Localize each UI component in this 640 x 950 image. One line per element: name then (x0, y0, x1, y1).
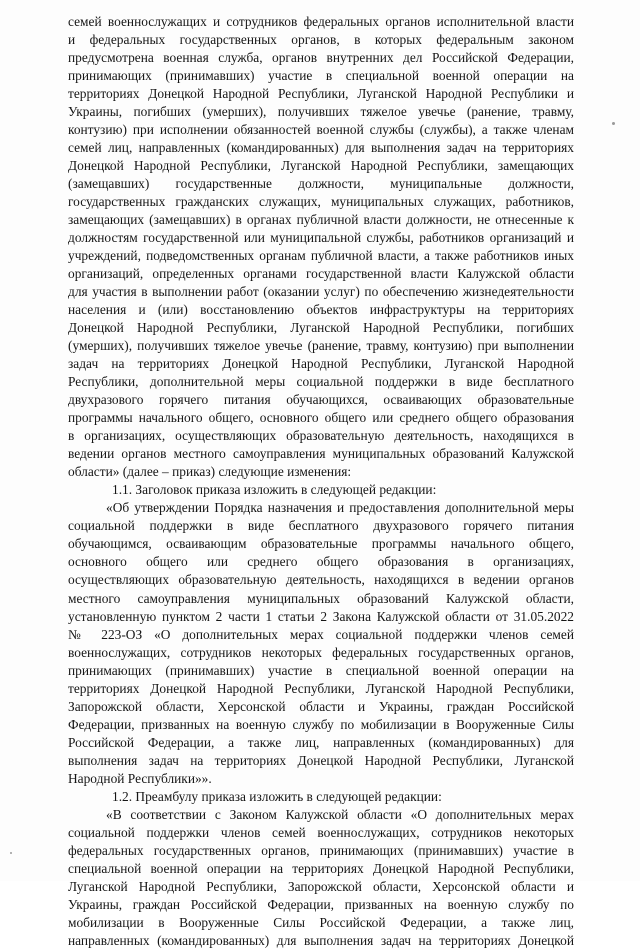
text-line: Донецкой Народной Республики, Луганской Народной Республики, погибших (68, 320, 574, 336)
text-line: населения и (или) восстановлению объектов инфраструктуры на территориях (68, 302, 574, 318)
text-line: области» (далее – приказ) следующие изменения: (68, 464, 352, 480)
scan-speck (10, 852, 12, 854)
text-line: контузию) при исполнении обязанностей военной службы (службы), а также членам (68, 122, 574, 138)
text-line: задач на территориях Донецкой Народной Республики, Луганской Народной (68, 356, 574, 372)
text-line: принимающих (принимавших) участие в специальной военной операции на (68, 662, 574, 678)
text-line: в организациях, осуществляющих образовательную деятельность, находящихся в (68, 428, 574, 444)
text-line: Народной Республики»». (68, 770, 212, 786)
text-line: ведении органов местного самоуправления муниципальных образований Калужской (68, 446, 574, 462)
text-line: принимающих (принимавших) участие в специальной военной операции на (68, 68, 574, 84)
text-line: семей военнослужащих и сотрудников федеральных органов исполнительной власти (68, 14, 574, 29)
text-line: территориях Донецкой Народной Республики, Луганской Народной Республики, (68, 680, 574, 696)
text-line: Украины, граждан Российской Федерации, призванных на военную службу по (68, 896, 574, 912)
text-line: обучающимся, осваивающим образовательные программы начального общего, (68, 536, 574, 552)
text-line: 1.2. Преамбулу приказа изложить в следующей редакции: (112, 788, 442, 804)
text-line: Республики, дополнительной меры социальной поддержки в виде бесплатного (68, 374, 574, 390)
text-line: социальной поддержки в виде бесплатного двухразового горячего питания (68, 518, 574, 534)
text-line: замещающих (замещавших) в органах публичной власти должности, не отнесенные к (68, 212, 574, 228)
text-line: направленных (командированных) для выполнения задач на территориях Донецкой (68, 932, 574, 948)
text-line: военнослужащих, сотрудников некоторых федеральных государственных органов, (68, 644, 574, 660)
text-line: предусмотрена военная служба, органов внутренних дел Российской Федерации, (68, 50, 574, 66)
text-line: Донецкой Народной Республики, Луганской Народной Республики, замещающих (68, 158, 574, 174)
text-line: Запорожской области, Херсонской области и Украины, граждан Российской (68, 698, 574, 714)
text-line: Украины, погибших (умерших), получивших тяжелое увечье (ранение, травму, (68, 104, 574, 120)
text-line: мобилизации в Вооруженные Силы Российской Федерации, а также лиц, (68, 914, 574, 930)
text-line: установленную пунктом 2 части 1 статьи 2 Закона Калужской области от 31.05.2022 (68, 608, 574, 624)
text-line: социальной поддержки членов семей военнослужащих, сотрудников некоторых (68, 824, 574, 840)
text-line: (умерших), получивших тяжелое увечье (ранение, травму, контузию) при выполнении (68, 338, 574, 354)
text-line: «Об утверждении Порядка назначения и предоставления дополнительной меры (106, 500, 574, 516)
text-line: семей лиц, направленных (командированных) для выполнения задач на территориях (68, 140, 574, 156)
text-line: 1.1. Заголовок приказа изложить в следующей редакции: (112, 482, 437, 498)
text-line: программы начального общего, основного общего или среднего общего образования (68, 410, 574, 426)
text-line: основного общего или среднего общего образования в организациях, (68, 554, 574, 570)
text-line: двухразового горячего питания обучающихся, осваивающих образовательные (68, 392, 574, 408)
text-line: выполнения задач на территориях Донецкой Народной Республики, Луганской (68, 752, 574, 768)
text-line: должностям государственной или муниципальной службы, работников организаций и (68, 230, 574, 246)
text-line: для участия в выполнении работ (оказании услуг) по обеспечению жизнедеятельности (68, 284, 574, 300)
text-line: территориях Донецкой Народной Республики, Луганской Народной Республики и (68, 86, 574, 102)
text-line: Луганской Народной Республики, Запорожской области, Херсонской области и (68, 878, 574, 894)
text-line: Федерации, призванных на военную службу по мобилизации в Вооруженные Силы (68, 716, 574, 732)
text-line: организаций, определенных органами государственной власти Калужской области (68, 266, 574, 282)
text-line: и федеральных государственных органов, в которых федеральным законом (68, 32, 574, 48)
text-line: федеральных государственных органов, принимающих (принимавших) участие в (68, 842, 574, 858)
text-line: Российской Федерации, а также лиц, направленных (командированных) для (68, 734, 574, 750)
text-line: «В соответствии с Законом Калужской области «О дополнительных мерах (106, 806, 574, 822)
text-line: № 223-ОЗ «О дополнительных мерах социальной поддержки членов семей (68, 626, 574, 642)
text-line: государственных гражданских служащих, муниципальных служащих, работников, (68, 194, 574, 210)
scan-speck (612, 122, 615, 125)
text-line: местного самоуправления муниципальных образований Калужской области, (68, 590, 574, 606)
text-line: учреждений, подведомственных органам публичной власти, а также работников иных (68, 248, 574, 264)
text-line: осуществляющих образовательную деятельность, находящихся в ведении органов (68, 572, 574, 588)
document-body-text (68, 13, 574, 950)
text-line: (замещавших) государственные должности, муниципальные должности, (68, 176, 574, 192)
text-line: специальной военной операции на территориях Донецкой Народной Республики, (68, 860, 574, 876)
